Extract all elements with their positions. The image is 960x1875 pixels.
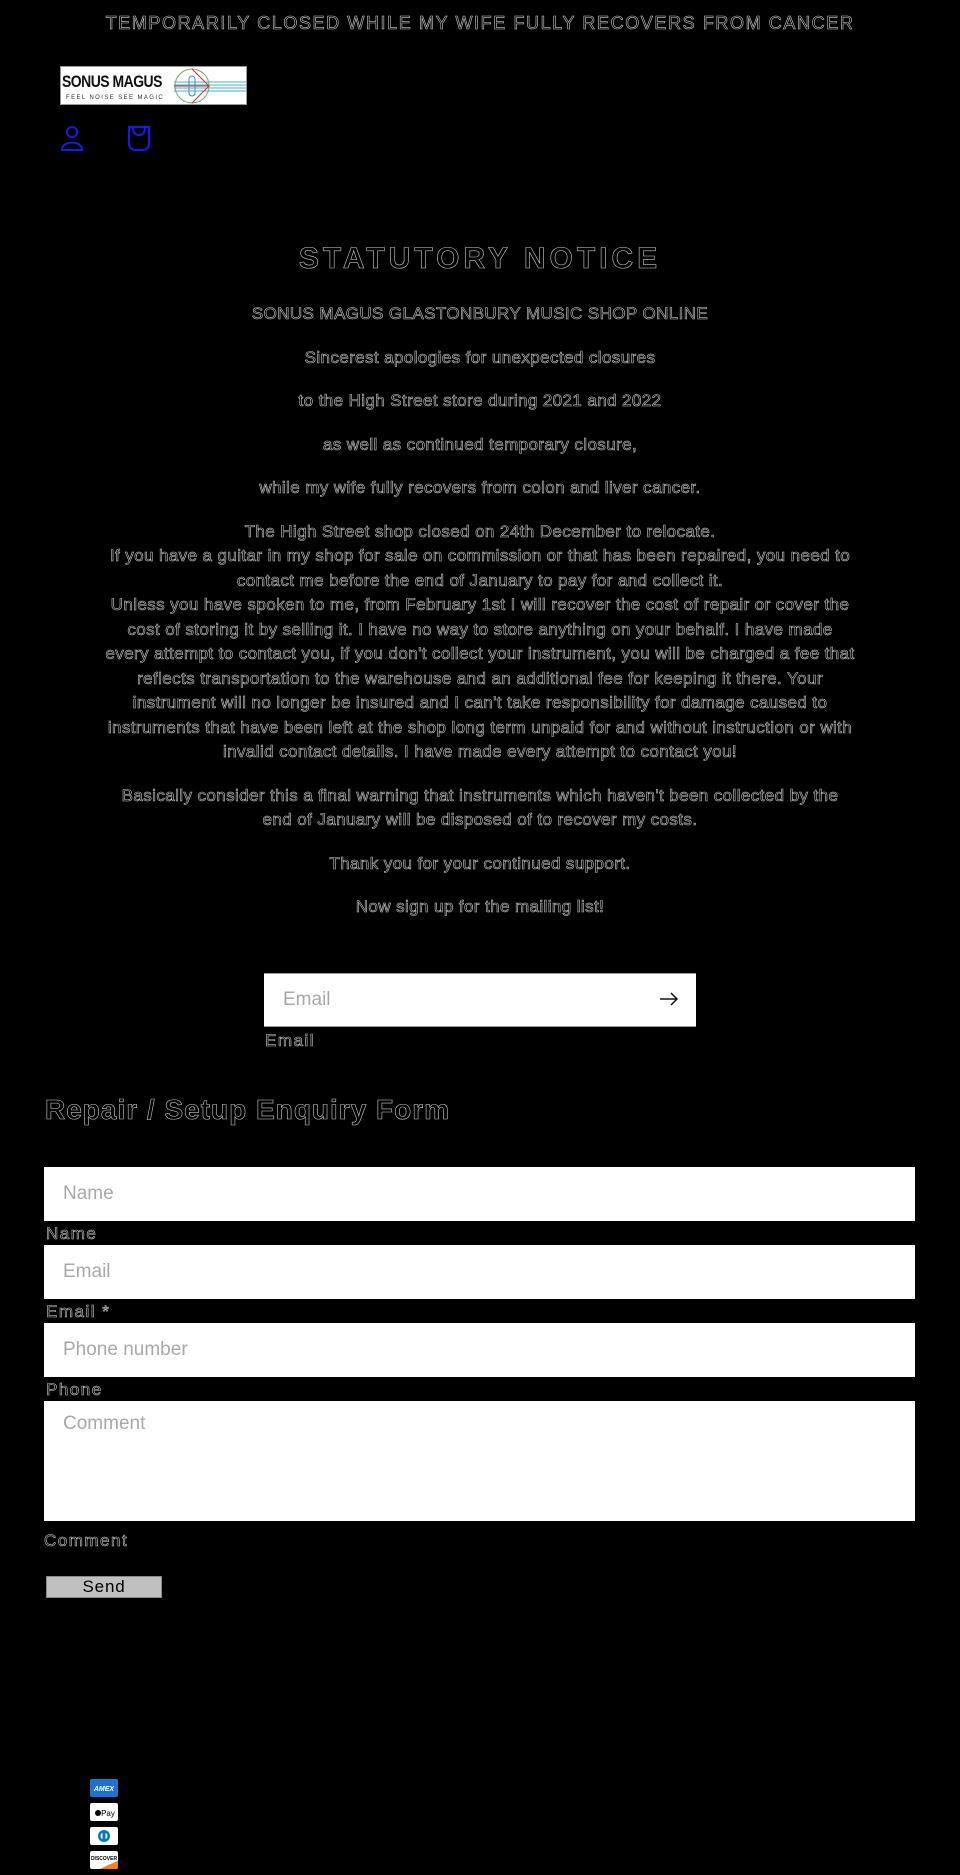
apple-pay-icon	[90, 1803, 118, 1821]
notice-paragraph: Unless you have spoken to me, from February 1st I will recover the cost of repair or cover the cost of storing it by selling it. I have no way to store anything on your behalf. I have made every attempt to contact you, if you don't collect your instrument, you will be charged a fee that reflects transportation to the warehouse and an additional fee for keeping it there. Your instrument will no longer be insured and I can't take responsibility for damage caused to instruments that have been left at the shop long term unpaid for and without instruction or with invalid contact details. I have made every attempt to contact you!	[105, 595, 855, 761]
notice-paragraph: Now sign up for the mailing list!	[355, 897, 605, 916]
discover-icon	[90, 1851, 118, 1869]
newsletter-submit-button[interactable]	[656, 987, 682, 1013]
cart-link[interactable]	[126, 124, 152, 152]
site-logo[interactable]	[60, 66, 247, 105]
payment-discover	[90, 1851, 118, 1869]
payment-amex	[90, 1779, 118, 1797]
email-input[interactable]	[44, 1245, 915, 1299]
notice-subtitle: SONUS MAGUS GLASTONBURY MUSIC SHOP ONLINE	[251, 304, 709, 323]
newsletter-email-input[interactable]	[264, 974, 644, 1026]
name-label: Name	[46, 1224, 98, 1243]
notice-paragraph: The High Street shop closed on 24th December to relocate.	[244, 521, 716, 541]
notice-paragraph: as well as continued temporary closure,	[322, 434, 638, 454]
newsletter-form	[264, 973, 696, 1027]
phone-label: Phone	[46, 1380, 103, 1399]
notice-paragraph: Basically consider this a final warning that instruments which haven't been collected by the end of January will be disposed of to recover my costs.	[121, 785, 839, 829]
notice-paragraph: If you have a guitar in my shop for sale on commission or that has been repaired, you need to contact me before the end of January to pay for and collect it.	[109, 546, 851, 590]
notice-paragraph: to the High Street store during 2021 and 2022	[298, 391, 662, 410]
comment-field	[44, 1401, 915, 1521]
svg-text:AMEX: AMEX	[93, 1786, 115, 1793]
cart-icon	[126, 124, 152, 152]
amex-icon	[90, 1779, 118, 1797]
notice-paragraph: Sincerest apologies for unexpected closures	[304, 347, 656, 367]
comment-label: Comment	[44, 1531, 129, 1550]
logo-title: SONUS MAGUS	[62, 72, 162, 91]
send-button[interactable]: Send	[46, 1576, 162, 1598]
email-label: Email *	[46, 1302, 111, 1321]
payment-apple-pay	[90, 1803, 118, 1821]
svg-text:Pay: Pay	[101, 1809, 115, 1818]
diners-club-icon	[90, 1827, 118, 1845]
announcement-bar: TEMPORARILY CLOSED WHILE MY WIFE FULLY RECOVERS FROM CANCER	[105, 13, 855, 33]
account-icon	[60, 124, 86, 152]
newsletter-email-label: Email	[265, 1031, 316, 1050]
name-field	[44, 1167, 915, 1221]
logo-tagline: FEEL NOISE SEE MAGIC	[66, 95, 165, 101]
notice-content	[105, 302, 855, 939]
phone-input[interactable]	[44, 1323, 915, 1377]
email-field	[44, 1245, 915, 1299]
page-title: STATUTORY NOTICE	[298, 242, 662, 275]
logo-mark-icon	[174, 67, 247, 105]
arrow-right-icon	[659, 992, 679, 1006]
svg-text:DISCOVER: DISCOVER	[90, 1856, 118, 1862]
payment-diners	[90, 1827, 118, 1845]
comment-textarea[interactable]	[44, 1401, 915, 1521]
contact-form-title: Repair / Setup Enquiry Form	[45, 1094, 451, 1125]
name-input[interactable]	[44, 1167, 915, 1221]
account-link[interactable]	[60, 124, 86, 152]
notice-paragraph: Thank you for your continued support.	[329, 853, 631, 873]
phone-field	[44, 1323, 915, 1377]
notice-paragraph: while my wife fully recovers from colon and liver cancer.	[259, 478, 701, 497]
